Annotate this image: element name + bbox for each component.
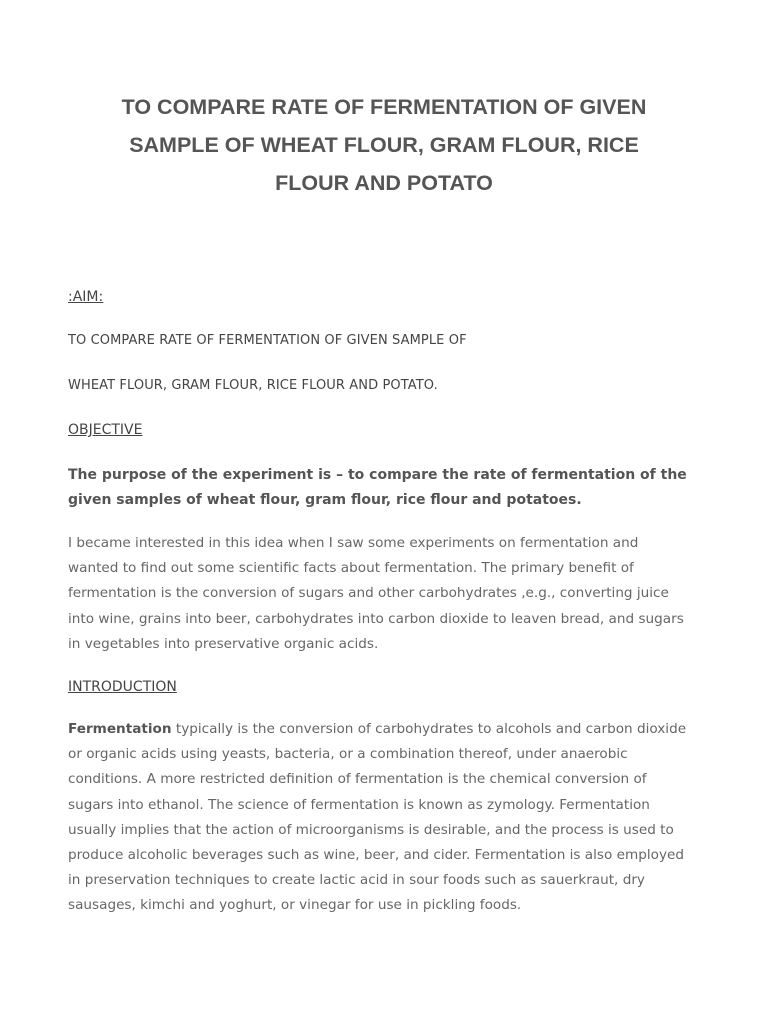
purpose-line: given samples of wheat flour, gram flour, rice flour and potatoes. <box>68 492 582 508</box>
introduction-first-line-rest: typically is the conversion of carbohydrates to alcohols and carbon dioxide <box>171 721 687 738</box>
interest-paragraph <box>68 531 700 657</box>
aim-heading: :AIM: <box>68 289 104 305</box>
purpose-line: The purpose of the experiment is – to compare the rate of fermentation of the <box>68 467 687 483</box>
title-line: FLOUR AND POTATO <box>275 171 493 195</box>
introduction-line: in preservation techniques to create lactic acid in sour foods such as sauerkraut, dry <box>68 872 645 889</box>
introduction-line: sausages, kimchi and yoghurt, or vinegar for use in pickling foods. <box>68 897 522 914</box>
interest-line: fermentation is the conversion of sugars and other carbohydrates ,e.g., converting juice <box>68 585 669 602</box>
interest-line: wanted to find out some scientific facts about fermentation. The primary benefit of <box>68 560 634 577</box>
purpose-paragraph <box>68 463 700 513</box>
introduction-line: conditions. A more restricted definition of fermentation is the chemical conversion of <box>68 771 647 788</box>
title-line: SAMPLE OF WHEAT FLOUR, GRAM FLOUR, RICE <box>129 133 639 157</box>
introduction-line: or organic acids using yeasts, bacteria, or a combination thereof, under anaerobic <box>68 746 628 763</box>
interest-line: I became interested in this idea when I saw some experiments on fermentation and <box>68 535 639 551</box>
interest-line: in vegetables into preservative organic acids. <box>68 635 379 652</box>
aim-line-1: TO COMPARE RATE OF FERMENTATION OF GIVEN SAMPLE OF <box>68 333 467 348</box>
document-title <box>68 0 700 202</box>
introduction-line: sugars into ethanol. The science of fermentation is known as zymology. Fermentation <box>68 796 650 813</box>
title-line: TO COMPARE RATE OF FERMENTATION OF GIVEN <box>121 95 647 119</box>
interest-line: into wine, grains into beer, carbohydrates into carbon dioxide to leaven bread, and sugars <box>68 610 684 627</box>
introduction-line: usually implies that the action of microorganisms is desirable, and the process is used to <box>68 821 674 838</box>
introduction-heading: INTRODUCTION <box>68 679 177 696</box>
introduction-line: produce alcoholic beverages such as wine, beer, and cider. Fermentation is also employed <box>68 847 684 864</box>
aim-line-2: WHEAT FLOUR, GRAM FLOUR, RICE FLOUR AND POTATO. <box>68 378 438 393</box>
introduction-paragraph <box>68 717 700 919</box>
objective-heading: OBJECTIVE <box>68 422 143 438</box>
introduction-line <box>68 717 700 742</box>
fermentation-term: Fermentation <box>68 721 172 738</box>
